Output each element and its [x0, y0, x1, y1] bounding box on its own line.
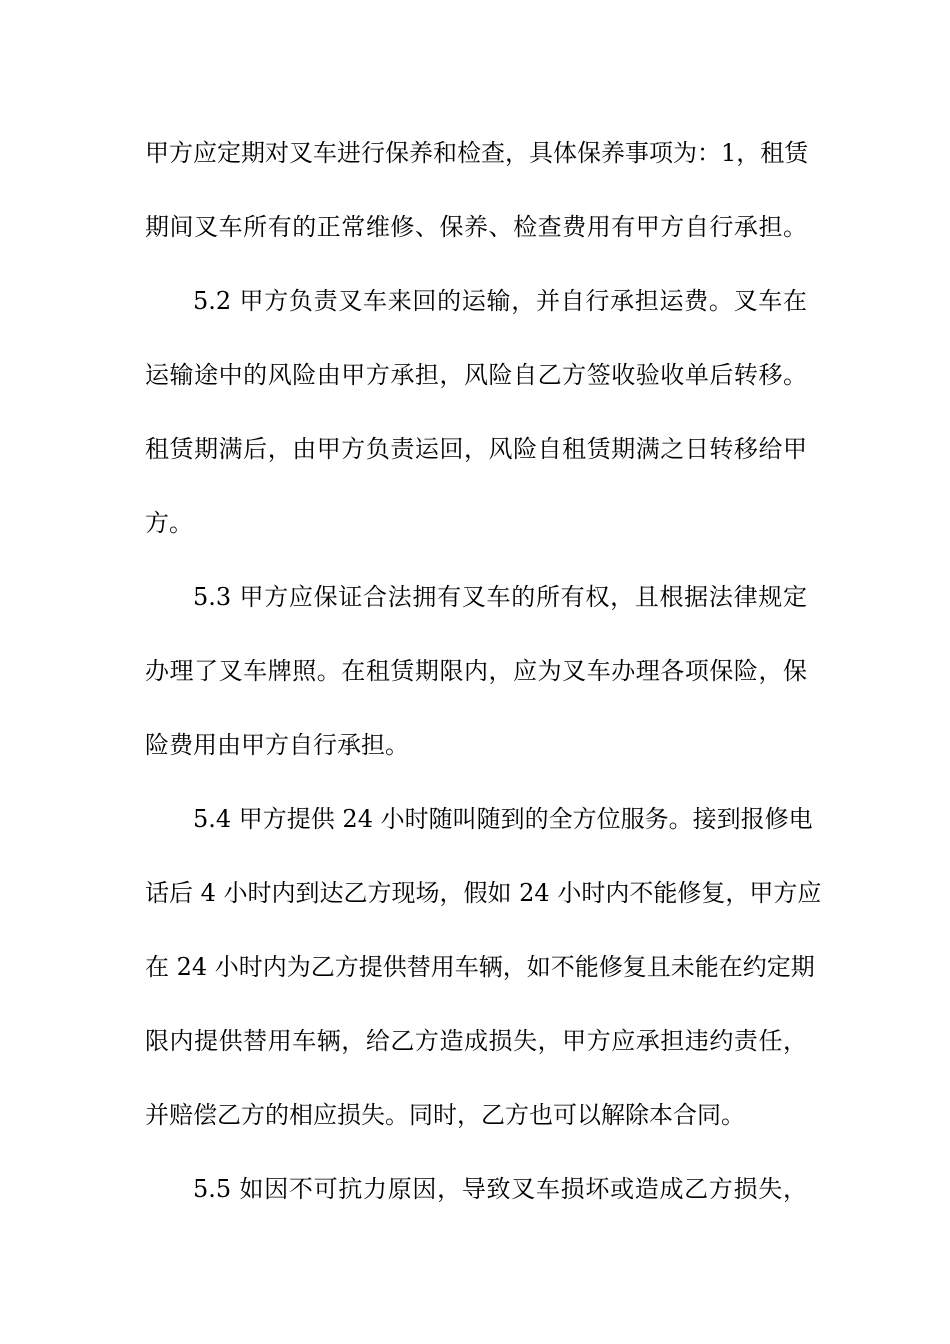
clause-5-2-line: 5.2 甲方负责叉车来回的运输，并自行承担运费。叉车在 — [193, 287, 807, 315]
text-line: 租赁期满后，由甲方负责运回，风险自租赁期满之日转移给甲 — [145, 435, 807, 463]
text-line: 在 24 小时内为乙方提供替用车辆，如不能修复且未能在约定期 — [145, 953, 815, 981]
text-line: 甲方应定期对叉车进行保养和检查，具体保养事项为：1，租赁 — [145, 139, 809, 167]
text-line: 并赔偿乙方的相应损失。同时，乙方也可以解除本合同。 — [145, 1101, 745, 1129]
text-line: 期间叉车所有的正常维修、保养、检查费用有甲方自行承担。 — [145, 213, 807, 241]
text-line: 运输途中的风险由甲方承担，风险自乙方签收验收单后转移。 — [145, 361, 807, 389]
contract-text — [145, 130, 822, 1240]
clause-5-5-line: 5.5 如因不可抗力原因，导致叉车损坏或造成乙方损失， — [193, 1175, 807, 1203]
clause-5-4-line: 5.4 甲方提供 24 小时随叫随到的全方位服务。接到报修电 — [193, 805, 813, 833]
text-line: 方。 — [145, 509, 193, 537]
text-line: 办理了叉车牌照。在租赁期限内，应为叉车办理各项保险，保 — [145, 657, 807, 685]
text-line: 限内提供替用车辆，给乙方造成损失，甲方应承担违约责任， — [145, 1027, 807, 1055]
text-line: 险费用由甲方自行承担。 — [145, 731, 409, 759]
text-line: 话后 4 小时内到达乙方现场，假如 24 小时内不能修复，甲方应 — [145, 879, 822, 907]
clause-5-3-line: 5.3 甲方应保证合法拥有叉车的所有权，且根据法律规定 — [193, 583, 807, 611]
